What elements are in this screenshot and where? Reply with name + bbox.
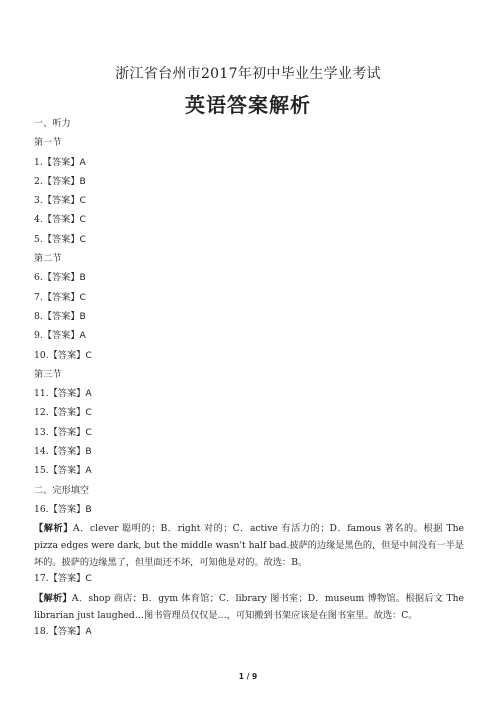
answer-line: 7.【答案】C xyxy=(34,291,86,303)
answer-line: 17.【答案】C xyxy=(34,573,92,585)
part-heading: 第二节 xyxy=(34,253,62,265)
document-subtitle: 英语答案解析 xyxy=(185,93,311,117)
part-heading: 第三节 xyxy=(34,368,62,380)
answer-line: 3.【答案】C xyxy=(34,195,86,207)
answer-line: 12.【答案】C xyxy=(34,407,92,419)
explanation-paragraph: 【解析】A．clever 聪明的；B．right 对的；C．active 有活力的；D．famous 著名的。根据 The pizza edges were dark, but the middle wasn't half bad.披萨的边缘是黑色的，但是中间没有一半是坏的。披萨的边缘黑了，但里面还不坏，可知他是对的。故选：B。 xyxy=(34,523,464,569)
answer-line: 18.【答案】A xyxy=(34,625,92,637)
document-title: 浙江省台州市2017年初中毕业生学业考试 xyxy=(115,66,381,82)
answer-line: 8.【答案】B xyxy=(34,310,86,322)
explanation-paragraph: 【解析】A．shop 商店；B．gym 体育馆；C．library 图书室；D．museum 博物馆。根据后文 The librarian just laughed…图书管理员仅仅是…，可知搬到书架应该是在图书室里。故选：C。 xyxy=(34,592,464,621)
answer-line: 9.【答案】A xyxy=(34,330,86,342)
answer-line: 11.【答案】A xyxy=(34,388,92,400)
part-heading: 第一节 xyxy=(34,137,62,149)
answer-line: 16.【答案】B xyxy=(34,503,92,515)
section-heading: 二、完形填空 xyxy=(34,484,90,496)
answer-line: 1.【答案】A xyxy=(34,156,86,168)
document-body xyxy=(34,118,464,645)
answer-line: 4.【答案】C xyxy=(34,214,86,226)
section-heading: 一、听力 xyxy=(34,118,71,129)
answer-line: 15.【答案】A xyxy=(34,465,92,477)
answer-line: 10.【答案】C xyxy=(34,349,92,361)
page-number: 1 / 9 xyxy=(238,672,258,681)
answer-line: 13.【答案】C xyxy=(34,426,92,438)
answer-line: 2.【答案】B xyxy=(34,175,86,187)
answer-line: 5.【答案】C xyxy=(34,233,86,245)
answer-line: 6.【答案】B xyxy=(34,272,86,284)
answer-line: 14.【答案】B xyxy=(34,446,92,458)
